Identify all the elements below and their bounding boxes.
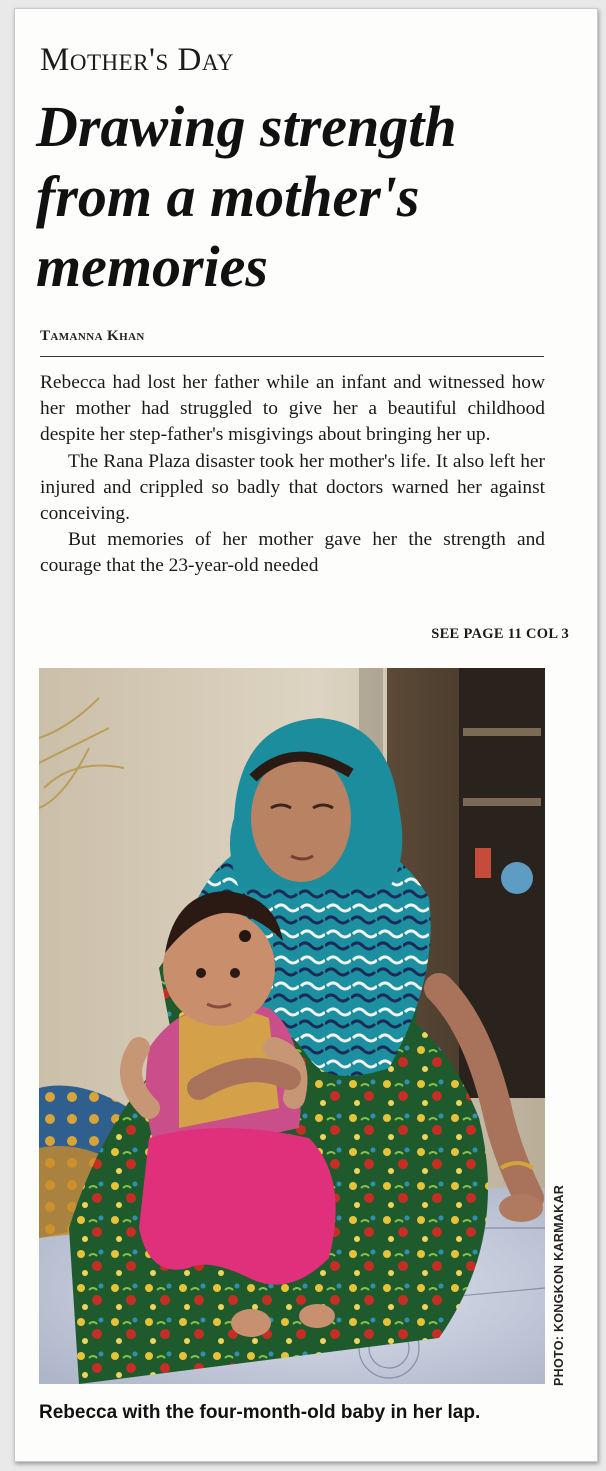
byline: Tamanna Khan [40,328,145,344]
photo-caption: Rebecca with the four-month-old baby in her lap. [39,1402,481,1423]
paragraph-2: The Rana Plaza disaster took her mother's life. It also left her injured and crippled so badly that doctors warned her against conceiving. [40,450,545,525]
photo-mother-with-baby [39,668,545,1384]
byline-rule [40,356,544,357]
section-kicker: Mother's Day [40,42,234,78]
photo-illustration [39,668,545,1384]
headline: Drawing strength from a mother's memories [36,94,457,299]
paragraph-1: Rebecca had lost her father while an infant and witnessed how her mother had struggled to give her a beautiful childhood despite her step-father's misgivings about bringing her up. [40,372,545,446]
article-body [40,370,545,580]
photo-credit: PHOTO: KONGKON KARMAKAR [552,1184,566,1386]
continuation-jump: SEE PAGE 11 COL 3 [431,626,569,642]
paragraph-3: But memories of her mother gave her the strength and courage that the 23-year-old needed [40,529,545,577]
